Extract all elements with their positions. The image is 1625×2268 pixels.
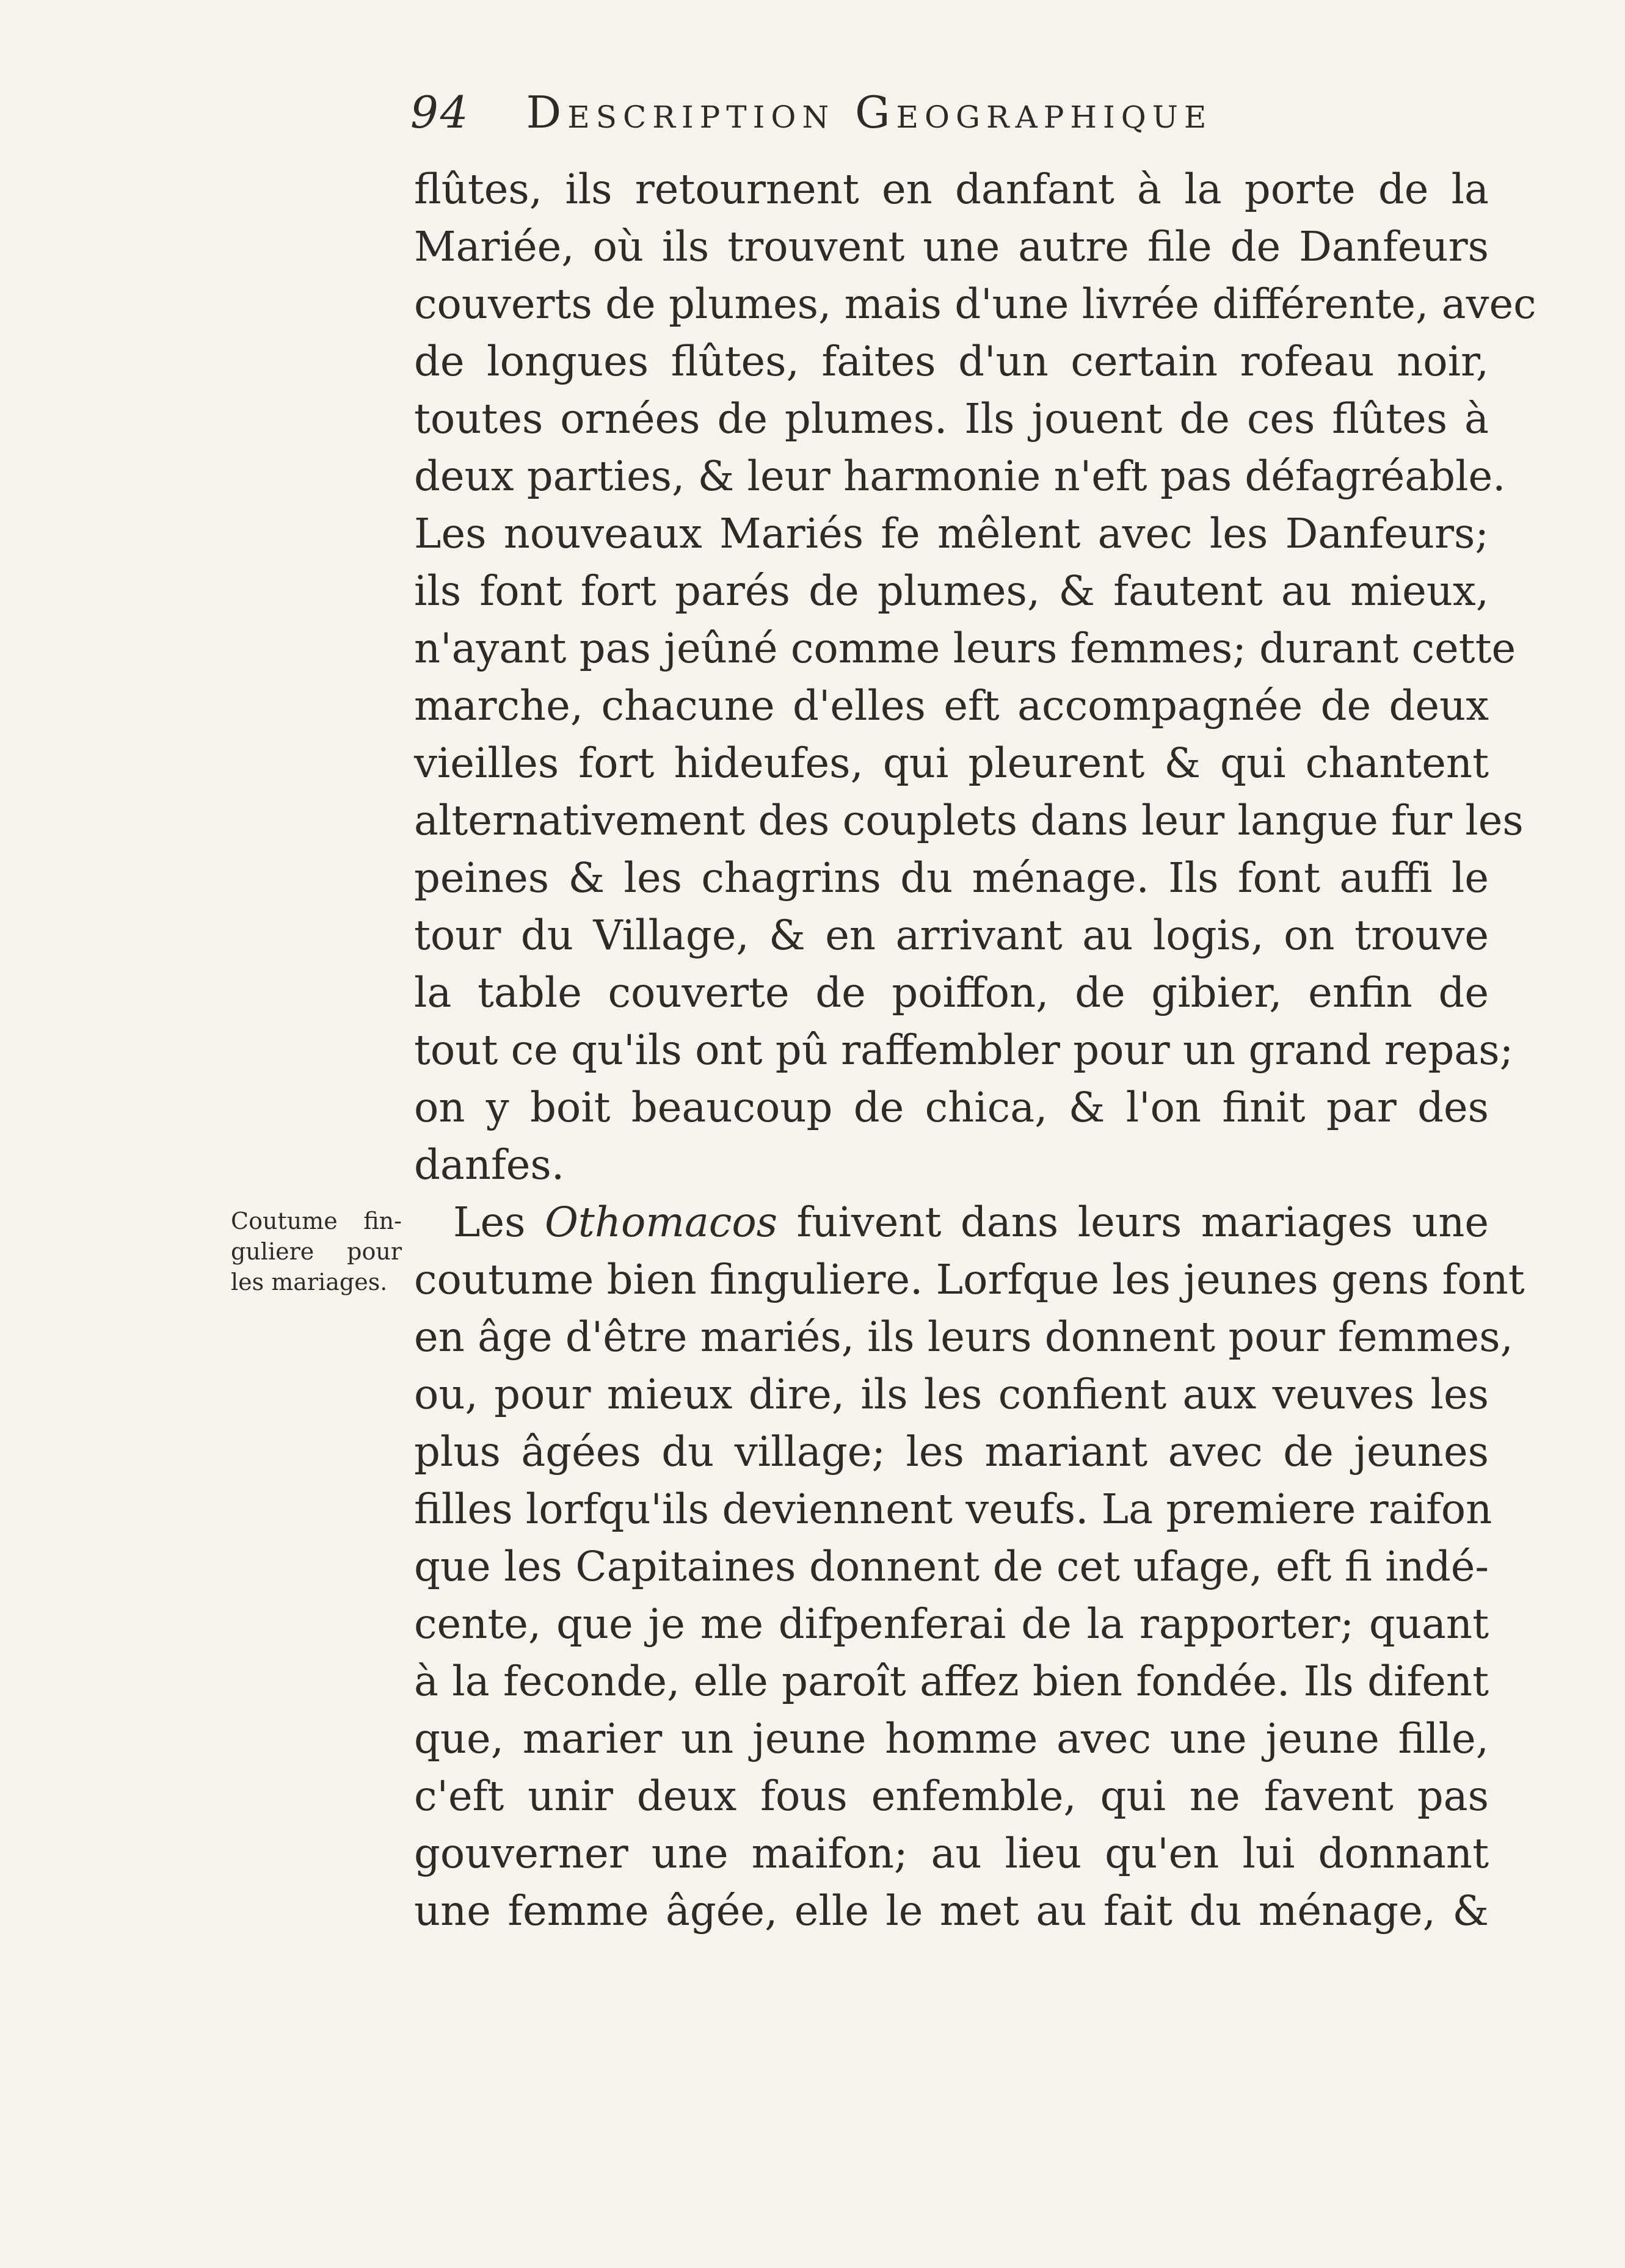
text-line: à la feconde, elle paroît affez bien fondée. Ils difent xyxy=(414,1658,1489,1705)
text-line: en âge d'être mariés, ils leurs donnent pour femmes, xyxy=(414,1313,1513,1361)
text-line: plus âgées du village; les mariant avec de jeunes xyxy=(414,1428,1489,1476)
italic-name: Othomacos xyxy=(544,1198,778,1246)
text-line: peines & les chagrins du ménage. Ils font auffi le xyxy=(414,854,1489,902)
text-line: Mariée, où ils trouvent une autre file de Danfeurs xyxy=(414,223,1489,270)
text-line: ils font fort parés de plumes, & fautent au mieux, xyxy=(414,567,1489,615)
text-line: toutes ornées de plumes. Ils jouent de ces flûtes à xyxy=(414,395,1489,443)
margin-note xyxy=(231,1206,402,1297)
page-number: 94 xyxy=(410,87,470,138)
margin-note-line: guliere pour xyxy=(231,1238,402,1265)
text-line: deux parties, & leur harmonie n'eft pas défagréable. xyxy=(414,452,1506,500)
text-line: Les nouveaux Mariés fe mêlent avec les Danfeurs; xyxy=(414,510,1489,557)
text-line: de longues flûtes, faites d'un certain rofeau noir, xyxy=(414,338,1489,385)
text-line: que, marier un jeune homme avec une jeune fille, xyxy=(414,1715,1489,1763)
text-line: tour du Village, & en arrivant au logis, on trouve xyxy=(414,911,1489,959)
text-line: que les Capitaines donnent de cet ufage, eft fi indé- xyxy=(414,1543,1489,1590)
text-line: tout ce qu'ils ont pû raffembler pour un grand repas; xyxy=(414,1026,1514,1074)
text-line: alternativement des couplets dans leur langue fur les xyxy=(414,797,1524,844)
text-span: fuivent dans leurs mariages une xyxy=(777,1198,1489,1246)
text-line: on y boit beaucoup de chica, & l'on finit par des xyxy=(414,1084,1489,1131)
text-line: cente, que je me difpenferai de la rapporter; quant xyxy=(414,1600,1489,1648)
text-line: c'eft unir deux fous enfemble, qui ne favent pas xyxy=(414,1772,1489,1820)
text-line: n'ayant pas jeûné comme leurs femmes; durant cette xyxy=(414,625,1516,672)
text-line: vieilles fort hideufes, qui pleurent & qui chantent xyxy=(414,739,1489,787)
text-line: couverts de plumes, mais d'une livrée différente, avec xyxy=(414,280,1536,328)
text-line: gouverner une maifon; au lieu qu'en lui donnant xyxy=(414,1830,1489,1877)
paragraph-first-line xyxy=(414,1194,1489,1251)
running-title: Description Geographique xyxy=(526,87,1213,138)
text-line: coutume bien finguliere. Lorfque les jeunes gens font xyxy=(414,1256,1525,1303)
text-line: flûtes, ils retournent en danfant à la porte de la xyxy=(414,165,1489,213)
text-line: danfes. xyxy=(414,1141,565,1189)
margin-note-line: Coutume fin- xyxy=(231,1208,402,1234)
text-span: Les xyxy=(453,1198,545,1246)
text-line: marche, chacune d'elles eft accompagnée de deux xyxy=(414,682,1489,730)
text-line: la table couverte de poiffon, de gibier, enfin de xyxy=(414,969,1489,1016)
margin-note-line: les mariages. xyxy=(231,1269,388,1295)
page-header xyxy=(410,87,1485,154)
text-line: une femme âgée, elle le met au fait du ménage, & xyxy=(414,1887,1489,1935)
text-line: ou, pour mieux dire, ils les confient aux veuves les xyxy=(414,1371,1489,1418)
text-line: filles lorfqu'ils deviennent veufs. La premiere raifon xyxy=(414,1485,1492,1533)
